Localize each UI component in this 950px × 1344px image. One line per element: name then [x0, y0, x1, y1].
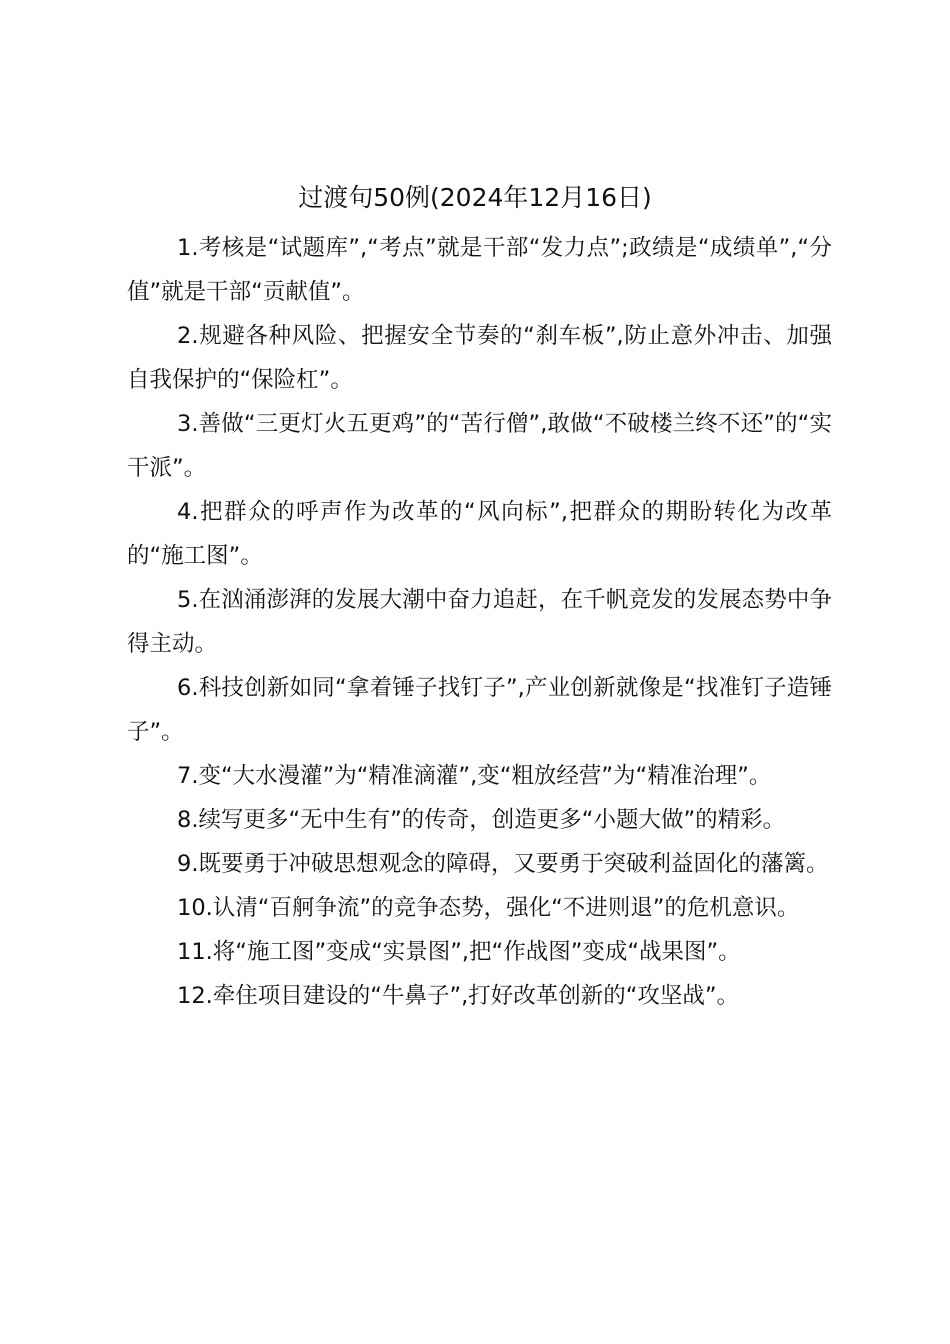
- document-body: [127, 226, 832, 1018]
- paragraph-2: 2.规避各种风险、把握安全节奏的“刹车板”,防止意外冲击、加强自我保护的“保险杠”。: [127, 323, 832, 393]
- paragraph-3: 3.善做“三更灯火五更鸡”的“苦行僧”,敢做“不破楼兰终不还”的“实干派”。: [127, 411, 832, 481]
- paragraph-1: 1.考核是“试题库”,“考点”就是干部“发力点”;政绩是“成绩单”,“分值”就是干部“贡献值”。: [127, 235, 832, 305]
- paragraph-7: 7.变“大水漫灌”为“精准滴灌”,变“粗放经营”为“精准治理”。: [177, 763, 772, 789]
- paragraph-6: 6.科技创新如同“拿着锤子找钉子”,产业创新就像是“找准钉子造锤子”。: [127, 675, 832, 745]
- paragraph-11: 11.将“施工图”变成“实景图”,把“作战图”变成“战果图”。: [177, 939, 741, 965]
- document-title: 过渡句50例(2024年12月16日): [298, 183, 652, 212]
- paragraph-4: 4.把群众的呼声作为改革的“风向标”,把群众的期盼转化为改革的“施工图”。: [127, 499, 832, 569]
- paragraph-8: 8.续写更多“无中生有”的传奇，创造更多“小题大做”的精彩。: [177, 807, 786, 833]
- paragraph-9: 9.既要勇于冲破思想观念的障碍，又要勇于突破利益固化的藩篱。: [177, 851, 829, 877]
- paragraph-10: 10.认清“百舸争流”的竞争态势，强化“不进则退”的危机意识。: [177, 895, 800, 921]
- paragraph-5: 5.在汹涌澎湃的发展大潮中奋力追赶，在千帆竞发的发展态势中争得主动。: [127, 587, 832, 657]
- paragraph-12: 12.牵住项目建设的“牛鼻子”,打好改革创新的“攻坚战”。: [177, 983, 740, 1009]
